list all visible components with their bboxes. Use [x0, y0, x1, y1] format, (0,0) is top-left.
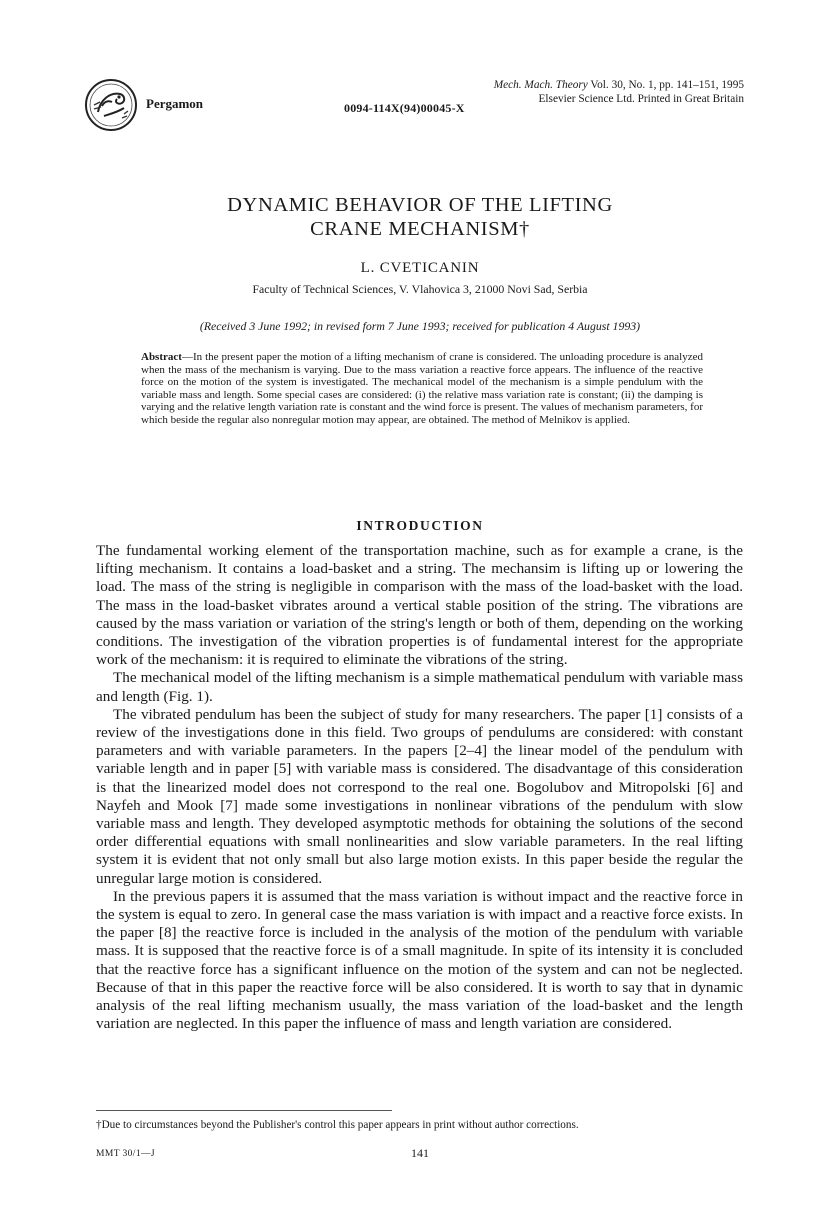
- footnote: †Due to circumstances beyond the Publisher's control this paper appears in print without author corrections.: [96, 1119, 579, 1131]
- footer-code: MMT 30/1—J: [96, 1149, 155, 1159]
- footnote-rule: [96, 1110, 392, 1111]
- journal-volume: Vol. 30, No. 1, pp. 141–151, 1995: [587, 79, 744, 91]
- publisher-name: Pergamon: [146, 96, 204, 111]
- doi-code: 0094-114X(94)00045-X: [344, 101, 465, 115]
- title-line-2: CRANE MECHANISM†: [310, 218, 530, 240]
- journal-line-2: Elsevier Science Ltd. Printed in Great Britain: [538, 93, 744, 105]
- abstract-label: Abstract: [141, 351, 182, 363]
- abstract: [141, 351, 703, 427]
- journal-line-1: [494, 78, 744, 92]
- pergamon-logo-icon: [84, 78, 138, 132]
- journal-name: Mech. Mach. Theory: [493, 79, 588, 91]
- journal-citation: [494, 78, 744, 106]
- paragraph-1: The fundamental working element of the transportation machine, such as for example a crane, is the lifting mechanism. It contains a load-basket and a string. The mechansim is lifting up or lowering the load. The mass of the string is negligible in comparison with the mass of the load-basket with the load. The mass in the load-basket vibrates around a vertical stable position of the string. The vibrations are caused by the mass variation or variation of the string's length or both of them, depending on the working conditions. The investigation of the vibration properties is of fundamental interest for the appropriate work of the mechanism: it is required to eliminate the vibrations of the string.: [96, 542, 743, 669]
- paragraph-3: The vibrated pendulum has been the subject of study for many researchers. The paper [1] consists of a review of the investigations done in this field. Two groups of pendulums are considered: with constant parameters and with variable parameters. In the papers [2–4] the linear model of the pendulum with variable length and in paper [5] with variable mass is considered. The disadvantage of this consideration is that the linearized model does not correspond to the real one. Bogolubov and Mitropolski [6] and Nayfeh and Mook [7] made some investigations in nonlinear vibrations of the pendulum with slow variable mass and length. They developed asymptotic methods for obtaining the solutions of the second order differential equations with small nonlinearities and slow variable parameters. In the real lifting system it is evident that not only small but also large motion exists. In this paper beside the regular the unregular large motion is considered.: [96, 705, 743, 887]
- body-text: [96, 542, 743, 1033]
- section-heading: INTRODUCTION: [356, 518, 484, 533]
- author-affiliation: Faculty of Technical Sciences, V. Vlahovica 3, 21000 Novi Sad, Serbia: [252, 282, 588, 296]
- title-line-1: DYNAMIC BEHAVIOR OF THE LIFTING: [227, 194, 613, 216]
- abstract-text: —In the present paper the motion of a lifting mechanism of crane is considered. The unloading procedure is analyzed when the mass of the mechanism is varying. Due to the mass variation a reactive force appears. The influence of the reactive force on the motion of the system is investigated. The mechanical model of the mechanism is a simple pendulum with the variable mass and length. Some special cases are considered: (i) the relative mass variation rate is constant; (ii) the damping is varying and the relative length variation rate is constant and the wind force is present. The values of mechanism parameters, for which beside the regular also nonregular motion may appear, are obtained. The method of Melnikov is applied.: [141, 351, 703, 426]
- received-dates: (Received 3 June 1992; in revised form 7 June 1993; received for publication 4 August 1993): [199, 319, 641, 333]
- author-name: L. CVETICANIN: [360, 260, 480, 276]
- paper-title: [0, 193, 840, 241]
- paragraph-2: The mechanical model of the lifting mechanism is a simple mathematical pendulum with variable mass and length (Fig. 1).: [96, 669, 743, 705]
- page-number: 141: [411, 1146, 429, 1160]
- paragraph-4: In the previous papers it is assumed that the mass variation is without impact and the reactive force in the system is equal to zero. In general case the mass variation is with impact and a reactive force exists. In the paper [8] the reactive force is included in the analysis of the motion of the pendulum with variable mass. It is supposed that the reactive force is of a small magnitude. In spite of its intensity it is concluded that the reactive force has a significant influence on the motion of the system and can not be neglected. Because of that in this paper the reactive force will be also considered. It is worth to say that in dynamic analysis of the real lifting mechanism usually, the mass variation of the load-basket and the length variation are neglected. In this paper the influence of mass and length variation are considered.: [96, 887, 743, 1033]
